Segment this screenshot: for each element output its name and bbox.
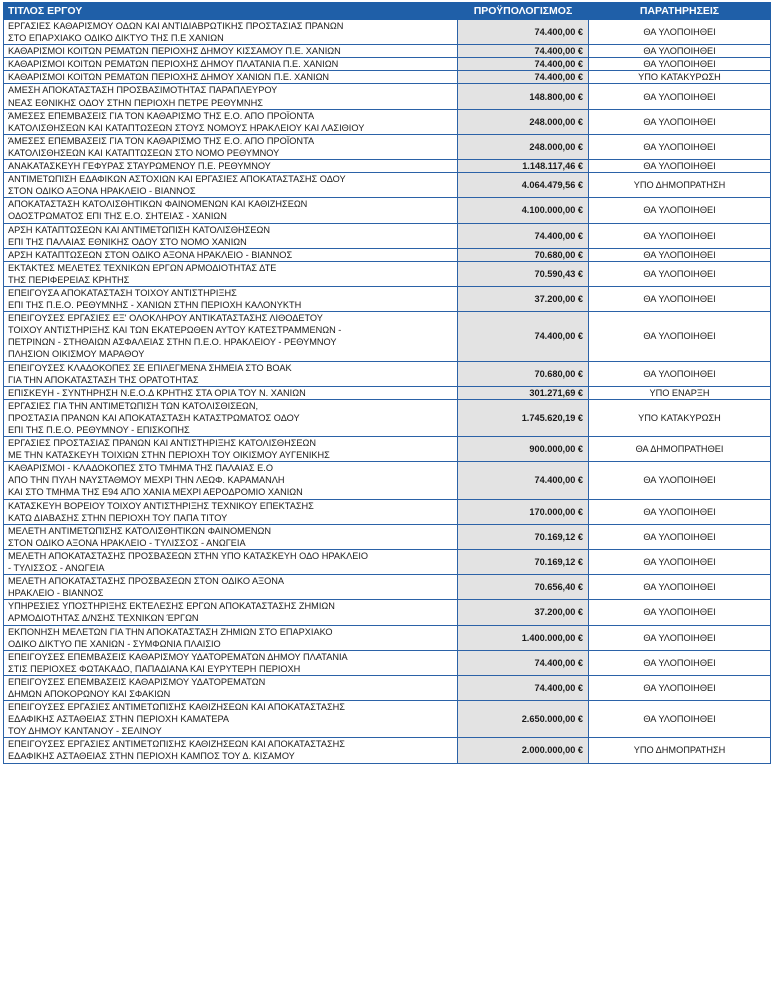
remarks-cell: ΘΑ ΥΛΟΠΟΙΗΘΕΙ [589,45,771,58]
project-title-cell: ΚΑΘΑΡΙΣΜΟΙ ΚΟΙΤΩΝ ΡΕΜΑΤΩΝ ΠΕΡΙΟΧΗΣ ΔΗΜΟΥ ΧΑΝΙΩΝ Π.Ε. ΧΑΝΙΩΝ [4,71,458,84]
table-row [4,20,771,45]
remarks-cell: ΘΑ ΥΛΟΠΟΙΗΘΕΙ [589,286,771,311]
table-row [4,198,771,223]
project-title-cell: ΆΜΕΣΕΣ ΕΠΕΜΒΑΣΕΙΣ ΓΙΑ ΤΟΝ ΚΑΘΑΡΙΣΜΟ ΤΗΣ Ε.Ο. ΑΠΟ ΠΡΟΪΟΝΤΑ ΚΑΤΟΛΙΣΘΗΣΕΩΝ ΚΑΙ ΚΑΤΑΠΤΩΣΕΩΝ ΣΤΟ ΝΟΜΟ ΡΕΘΥΜΝΟΥ [4,134,458,159]
remarks-cell: ΘΑ ΥΛΟΠΟΙΗΘΕΙ [589,701,771,738]
table-row [4,261,771,286]
project-title-cell: ΕΠΕΙΓΟΥΣΕΣ ΕΡΓΑΣΙΕΣ ΑΝΤΙΜΕΤΩΠΙΣΗΣ ΚΑΘΙΖΗΣΕΩΝ ΚΑΙ ΑΠΟΚΑΤΑΣΤΑΣΗΣ ΕΔΑΦΙΚΗΣ ΑΣΤΑΘΕΙΑΣ ΣΤΗΝ ΠΕΡΙΟΧΗ ΚΑΜΑΤΕΡΑ ΤΟΥ ΔΗΜΟΥ ΚΑΝΤΑΝΟΥ - ΣΕΛΙΝΟΥ [4,701,458,738]
table-row [4,84,771,109]
project-title-cell: ΕΠΕΙΓΟΥΣΕΣ ΚΛΑΔΟΚΟΠΕΣ ΣΕ ΕΠΙΛΕΓΜΕΝΑ ΣΗΜΕΙΑ ΣΤΟ ΒΟΑΚ ΓΙΑ ΤΗΝ ΑΠΟΚΑΤΑΣΤΑΣΗ ΤΗΣ ΟΡΑΤΟΤΗΤΑΣ [4,361,458,386]
table-row [4,361,771,386]
project-title-cell: ΕΚΠΟΝΗΣΗ ΜΕΛΕΤΩΝ ΓΙΑ ΤΗΝ ΑΠΟΚΑΤΑΣΤΑΣΗ ΖΗΜΙΩΝ ΣΤΟ ΕΠΑΡΧΙΑΚΟ ΟΔΙΚΟ ΔΙΚΤΥΟ ΠΕ ΧΑΝΙΩΝ - ΣΥΜΦΩΝΙΑ ΠΛΑΙΣΙΟ [4,625,458,650]
table-row [4,160,771,173]
project-title-cell: ΜΕΛΕΤΗ ΑΠΟΚΑΤΑΣΤΑΣΗΣ ΠΡΟΣΒΑΣΕΩΝ ΣΤΗΝ ΥΠΟ ΚΑΤΑΣΚΕΥΗ ΟΔΟ ΗΡΑΚΛΕΙΟ - ΤΥΛΙΣΣΟΣ - ΑΝΩΓΕΙΑ [4,549,458,574]
table-row [4,109,771,134]
remarks-cell: ΘΑ ΥΛΟΠΟΙΗΘΕΙ [589,261,771,286]
remarks-cell: ΘΑ ΥΛΟΠΟΙΗΘΕΙ [589,600,771,625]
table-row [4,524,771,549]
table-row [4,600,771,625]
table-row [4,58,771,71]
remarks-cell: ΘΑ ΥΛΟΠΟΙΗΘΕΙ [589,109,771,134]
project-title-cell: ΑΠΟΚΑΤΑΣΤΑΣΗ ΚΑΤΟΛΙΣΘΗΤΙΚΩΝ ΦΑΙΝΟΜΕΝΩΝ ΚΑΙ ΚΑΘΙΖΗΣΕΩΝ ΟΔΟΣΤΡΩΜΑΤΟΣ ΕΠΙ ΤΗΣ Ε.Ο. ΣΗΤΕΙΑΣ - ΧΑΝΙΩΝ [4,198,458,223]
table-row [4,499,771,524]
project-title-cell: ΥΠΗΡΕΣΙΕΣ ΥΠΟΣΤΗΡΙΞΗΣ ΕΚΤΕΛΕΣΗΣ ΕΡΓΩΝ ΑΠΟΚΑΤΑΣΤΑΣΗΣ ΖΗΜΙΩΝ ΑΡΜΟΔΙΟΤΗΤΑΣ Δ/ΝΣΗΣ ΤΕΧΝΙΚΩΝ ΈΡΓΩΝ [4,600,458,625]
remarks-cell: ΘΑ ΥΛΟΠΟΙΗΘΕΙ [589,462,771,499]
remarks-cell: ΘΑ ΥΛΟΠΟΙΗΘΕΙ [589,134,771,159]
remarks-cell: ΘΑ ΥΛΟΠΟΙΗΘΕΙ [589,549,771,574]
project-title-cell: ΚΑΤΑΣΚΕΥΗ ΒΟΡΕΙΟΥ ΤΟΙΧΟΥ ΑΝΤΙΣΤΗΡΙΞΗΣ ΤΕΧΝΙΚΟΥ ΕΠΕΚΤΑΣΗΣ ΚΑΤΩ ΔΙΑΒΑΣΗΣ ΣΤΗΝ ΠΕΡΙΟΧΗ ΤΟΥ ΠΑΠΑ ΤΙΤΟΥ [4,499,458,524]
project-title-cell: ΚΑΘΑΡΙΣΜΟΙ - ΚΛΑΔΟΚΟΠΕΣ ΣΤΟ ΤΜΗΜΑ ΤΗΣ ΠΑΛΑΙΑΣ Ε.Ο ΑΠΟ ΤΗΝ ΠΥΛΗ ΝΑΥΣΤΑΘΜΟΥ ΜΕΧΡΙ ΤΗΝ ΛΕΩΦ. ΚΑΡΑΜΑΝΛΗ ΚΑΙ ΣΤΟ ΤΜΗΜΑ ΤΗΣ Ε94 ΑΠΟ ΧΑΝΙΑ ΜΕΧΡΙ ΑΕΡΟΔΡΟΜΙΟ ΧΑΝΙΩΝ [4,462,458,499]
budget-cell: 74.400,00 € [458,462,589,499]
project-title-cell: ΕΚΤΑΚΤΕΣ ΜΕΛΕΤΕΣ ΤΕΧΝΙΚΩΝ ΕΡΓΩΝ ΑΡΜΟΔΙΟΤΗΤΑΣ ΔΤΕ ΤΗΣ ΠΕΡΙΦΕΡΕΙΑΣ ΚΡΗΤΗΣ [4,261,458,286]
budget-cell: 70.169,12 € [458,524,589,549]
budget-cell: 1.148.117,46 € [458,160,589,173]
remarks-cell: ΘΑ ΥΛΟΠΟΙΗΘΕΙ [589,575,771,600]
budget-cell: 1.745.620,19 € [458,399,589,436]
project-title-cell: ΜΕΛΕΤΗ ΑΝΤΙΜΕΤΩΠΙΣΗΣ ΚΑΤΟΛΙΣΘΗΤΙΚΩΝ ΦΑΙΝΟΜΕΝΩΝ ΣΤΟΝ ΟΔΙΚΟ ΑΞΟΝΑ ΗΡΑΚΛΕΙΟ - ΤΥΛΙΣΣΟΣ - ΑΝΩΓΕΙΑ [4,524,458,549]
remarks-cell: ΘΑ ΥΛΟΠΟΙΗΘΕΙ [589,198,771,223]
project-title-cell: ΕΠΕΙΓΟΥΣΕΣ ΕΡΓΑΣΙΕΣ ΕΞ' ΟΛΟΚΛΗΡΟΥ ΑΝΤΙΚΑΤΑΣΤΑΣΗΣ ΛΙΘΟΔΕΤΟΥ ΤΟΙΧΟΥ ΑΝΤΙΣΤΗΡΙΞΗΣ ΚΑΙ ΤΩΝ ΕΚΑΤΕΡΩΘΕΝ ΑΥΤΟΥ ΚΑΤΕΣΤΡΑΜΜΕΝΩΝ - ΠΕΤΡΙΝΩΝ - ΣΤΗΘΑΙΩΝ ΑΣΦΑΛΕΙΑΣ ΣΤΗΝ Π.Ε.Ο. ΗΡΑΚΛΕΙΟΥ - ΡΕΘΥΜΝΟΥ ΠΛΗΣΙΟΝ ΟΙΚΙΣΜΟΥ ΜΑΡΑΘΟΥ [4,312,458,361]
table-row [4,134,771,159]
table-row [4,549,771,574]
table-row [4,701,771,738]
project-title-cell: ΕΡΓΑΣΙΕΣ ΚΑΘΑΡΙΣΜΟΥ ΟΔΩΝ ΚΑΙ ΑΝΤΙΔΙΑΒΡΩΤΙΚΗΣ ΠΡΟΣΤΑΣΙΑΣ ΠΡΑΝΩΝ ΣΤΟ ΕΠΑΡΧΙΑΚΟ ΟΔΙΚΟ ΔΙΚΤΥΟ ΤΗΣ Π.Ε ΧΑΝΙΩΝ [4,20,458,45]
budget-cell: 301.271,69 € [458,386,589,399]
project-title-cell: ΑΜΕΣΗ ΑΠΟΚΑΤΑΣΤΑΣΗ ΠΡΟΣΒΑΣΙΜΟΤΗΤΑΣ ΠΑΡΑΠΛΕΥΡΟΥ ΝΕΑΣ ΕΘΝΙΚΗΣ ΟΔΟΥ ΣΤΗΝ ΠΕΡΙΟΧΗ ΠΕΤΡΕ ΡΕΘΥΜΝΗΣ [4,84,458,109]
remarks-cell: ΘΑ ΥΛΟΠΟΙΗΘΕΙ [589,58,771,71]
budget-cell: 70.680,00 € [458,248,589,261]
table-row [4,386,771,399]
remarks-cell: ΘΑ ΔΗΜΟΠΡΑΤΗΘΕΙ [589,437,771,462]
budget-cell: 248.000,00 € [458,134,589,159]
remarks-cell: ΘΑ ΥΛΟΠΟΙΗΘΕΙ [589,524,771,549]
remarks-cell: ΘΑ ΥΛΟΠΟΙΗΘΕΙ [589,625,771,650]
project-title-cell: ΕΠΙΣΚΕΥΗ - ΣΥΝΤΗΡΗΣΗ Ν.Ε.Ο.Δ ΚΡΗΤΗΣ ΣΤΑ ΟΡΙΑ ΤΟΥ Ν. ΧΑΝΙΩΝ [4,386,458,399]
remarks-cell: ΘΑ ΥΛΟΠΟΙΗΘΕΙ [589,361,771,386]
projects-table [3,2,771,764]
remarks-cell: ΘΑ ΥΛΟΠΟΙΗΘΕΙ [589,223,771,248]
remarks-cell: ΥΠΟ ΚΑΤΑΚΥΡΩΣΗ [589,71,771,84]
table-row [4,248,771,261]
budget-cell: 74.400,00 € [458,58,589,71]
project-title-cell: ΆΜΕΣΕΣ ΕΠΕΜΒΑΣΕΙΣ ΓΙΑ ΤΟΝ ΚΑΘΑΡΙΣΜΟ ΤΗΣ Ε.Ο. ΑΠΟ ΠΡΟΪΟΝΤΑ ΚΑΤΟΛΙΣΘΗΣΕΩΝ ΚΑΙ ΚΑΤΑΠΤΩΣΕΩΝ ΣΤΟΥΣ ΝΟΜΟΥΣ ΗΡΑΚΛΕΙΟΥ ΚΑΙ ΛΑΣΙΘΙΟΥ [4,109,458,134]
budget-cell: 70.656,40 € [458,575,589,600]
budget-cell: 170.000,00 € [458,499,589,524]
budget-cell: 74.400,00 € [458,20,589,45]
remarks-cell: ΘΑ ΥΛΟΠΟΙΗΘΕΙ [589,248,771,261]
remarks-cell: ΘΑ ΥΛΟΠΟΙΗΘΕΙ [589,499,771,524]
header-title: ΤΙΤΛΟΣ ΕΡΓΟΥ [4,3,458,20]
project-title-cell: ΕΠΕΙΓΟΥΣΕΣ ΕΡΓΑΣΙΕΣ ΑΝΤΙΜΕΤΩΠΙΣΗΣ ΚΑΘΙΖΗΣΕΩΝ ΚΑΙ ΑΠΟΚΑΤΑΣΤΑΣΗΣ ΕΔΑΦΙΚΗΣ ΑΣΤΑΘΕΙΑΣ ΣΤΗΝ ΠΕΡΙΟΧΗ ΚΑΜΠΟΣ ΤΟΥ Δ. ΚΙΣΑΜΟΥ [4,738,458,763]
project-title-cell: ΕΡΓΑΣΙΕΣ ΠΡΟΣΤΑΣΙΑΣ ΠΡΑΝΩΝ ΚΑΙ ΑΝΤΙΣΤΗΡΙΞΗΣ ΚΑΤΟΛΙΣΘΗΣΕΩΝ ΜΕ ΤΗΝ ΚΑΤΑΣΚΕΥΗ ΤΟΙΧΙΩΝ ΣΤΗΝ ΠΕΡΙΟΧΗ ΤΟΥ ΟΙΚΙΣΜΟΥ ΑΥΓΕΝΙΚΗΣ [4,437,458,462]
budget-cell: 74.400,00 € [458,71,589,84]
header-remarks: ΠΑΡΑΤΗΡΗΣΕΙΣ [589,3,771,20]
project-title-cell: ΕΠΕΙΓΟΥΣΑ ΑΠΟΚΑΤΑΣΤΑΣΗ ΤΟΙΧΟΥ ΑΝΤΙΣΤΗΡΙΞΗΣ ΕΠΙ ΤΗΣ Π.Ε.Ο. ΡΕΘΥΜΝΗΣ - ΧΑΝΙΩΝ ΣΤΗΝ ΠΕΡΙΟΧΗ ΚΑΛΟΝΥΚΤΗ [4,286,458,311]
remarks-cell: ΥΠΟ ΕΝΑΡΞΗ [589,386,771,399]
budget-cell: 70.169,12 € [458,549,589,574]
budget-cell: 4.100.000,00 € [458,198,589,223]
remarks-cell: ΥΠΟ ΚΑΤΑΚΥΡΩΣΗ [589,399,771,436]
header-budget: ΠΡΟΫΠΟΛΟΓΙΣΜΟΣ [458,3,589,20]
project-title-cell: ΑΝΤΙΜΕΤΩΠΙΣΗ ΕΔΑΦΙΚΩΝ ΑΣΤΟΧΙΩΝ ΚΑΙ ΕΡΓΑΣΙΕΣ ΑΠΟΚΑΤΑΣΤΑΣΗΣ ΟΔΟΥ ΣΤΟΝ ΟΔΙΚΟ ΑΞΟΝΑ ΗΡΑΚΛΕΙΟ - ΒΙΑΝΝΟΣ [4,173,458,198]
budget-cell: 70.590,43 € [458,261,589,286]
table-row [4,625,771,650]
remarks-cell: ΥΠΟ ΔΗΜΟΠΡΑΤΗΣΗ [589,173,771,198]
project-title-cell: ΚΑΘΑΡΙΣΜΟΙ ΚΟΙΤΩΝ ΡΕΜΑΤΩΝ ΠΕΡΙΟΧΗΣ ΔΗΜΟΥ ΚΙΣΣΑΜΟΥ Π.Ε. ΧΑΝΙΩΝ [4,45,458,58]
table-row [4,45,771,58]
remarks-cell: ΘΑ ΥΛΟΠΟΙΗΘΕΙ [589,675,771,700]
budget-cell: 1.400.000,00 € [458,625,589,650]
project-title-cell: ΚΑΘΑΡΙΣΜΟΙ ΚΟΙΤΩΝ ΡΕΜΑΤΩΝ ΠΕΡΙΟΧΗΣ ΔΗΜΟΥ ΠΛΑΤΑΝΙΑ Π.Ε. ΧΑΝΙΩΝ [4,58,458,71]
budget-cell: 74.400,00 € [458,675,589,700]
table-header-row [4,3,771,20]
project-title-cell: ΑΡΣΗ ΚΑΤΑΠΤΩΣΕΩΝ ΣΤΟΝ ΟΔΙΚΟ ΑΞΟΝΑ ΗΡΑΚΛΕΙΟ - ΒΙΑΝΝΟΣ [4,248,458,261]
budget-cell: 4.064.479,56 € [458,173,589,198]
remarks-cell: ΘΑ ΥΛΟΠΟΙΗΘΕΙ [589,312,771,361]
table-row [4,173,771,198]
project-title-cell: ΕΡΓΑΣΙΕΣ ΓΙΑ ΤΗΝ ΑΝΤΙΜΕΤΩΠΙΣΗ ΤΩΝ ΚΑΤΟΛΙΣΘΙΣΕΩΝ, ΠΡΟΣΤΑΣΙΑ ΠΡΑΝΩΝ ΚΑΙ ΑΠΟΚΑΤΑΣΤΑΣΗ ΚΑΤΑΣΤΡΩΜΑΤΟΣ ΟΔΟΥ ΕΠΙ ΤΗΣ Π.Ε.Ο. ΡΕΘΥΜΝΟΥ - ΕΠΙΣΚΟΠΗΣ [4,399,458,436]
budget-cell: 37.200,00 € [458,286,589,311]
table-row [4,71,771,84]
budget-cell: 37.200,00 € [458,600,589,625]
budget-cell: 74.400,00 € [458,45,589,58]
table-row [4,223,771,248]
table-row [4,575,771,600]
project-title-cell: ΑΝΑΚΑΤΑΣΚΕΥΗ ΓΕΦΥΡΑΣ ΣΤΑΥΡΩΜΕΝΟΥ Π.Ε. ΡΕΘΥΜΝΟΥ [4,160,458,173]
project-title-cell: ΜΕΛΕΤΗ ΑΠΟΚΑΤΑΣΤΑΣΗΣ ΠΡΟΣΒΑΣΕΩΝ ΣΤΟΝ ΟΔΙΚΟ ΑΞΟΝΑ ΗΡΑΚΛΕΙΟ - ΒΙΑΝΝΟΣ [4,575,458,600]
project-title-cell: ΕΠΕΙΓΟΥΣΕΣ ΕΠΕΜΒΑΣΕΙΣ ΚΑΘΑΡΙΣΜΟΥ ΥΔΑΤΟΡΕΜΑΤΩΝ ΔΗΜΩΝ ΑΠΟΚΟΡΩΝΟΥ ΚΑΙ ΣΦΑΚΙΩΝ [4,675,458,700]
budget-cell: 248.000,00 € [458,109,589,134]
table-body [4,20,771,764]
table-row [4,286,771,311]
remarks-cell: ΥΠΟ ΔΗΜΟΠΡΑΤΗΣΗ [589,738,771,763]
budget-cell: 70.680,00 € [458,361,589,386]
remarks-cell: ΘΑ ΥΛΟΠΟΙΗΘΕΙ [589,650,771,675]
remarks-cell: ΘΑ ΥΛΟΠΟΙΗΘΕΙ [589,20,771,45]
table-row [4,437,771,462]
table-row [4,738,771,763]
remarks-cell: ΘΑ ΥΛΟΠΟΙΗΘΕΙ [589,160,771,173]
table-row [4,312,771,361]
budget-cell: 2.000.000,00 € [458,738,589,763]
budget-cell: 74.400,00 € [458,223,589,248]
project-title-cell: ΕΠΕΙΓΟΥΣΕΣ ΕΠΕΜΒΑΣΕΙΣ ΚΑΘΑΡΙΣΜΟΥ ΥΔΑΤΟΡΕΜΑΤΩΝ ΔΗΜΟΥ ΠΛΑΤΑΝΙΑ ΣΤΙΣ ΠΕΡΙΟΧΕΣ ΦΩΤΑΚΑΔΟ, ΠΑΠΑΔΙΑΝΑ ΚΑΙ ΕΥΡΥΤΕΡΗ ΠΕΡΙΟΧΗ [4,650,458,675]
remarks-cell: ΘΑ ΥΛΟΠΟΙΗΘΕΙ [589,84,771,109]
table-row [4,399,771,436]
budget-cell: 2.650.000,00 € [458,701,589,738]
table-row [4,462,771,499]
budget-cell: 74.400,00 € [458,312,589,361]
project-title-cell: ΑΡΣΗ ΚΑΤΑΠΤΩΣΕΩΝ ΚΑΙ ΑΝΤΙΜΕΤΩΠΙΣΗ ΚΑΤΟΛΙΣΘΗΣΕΩΝ ΕΠΙ ΤΗΣ ΠΑΛΑΙΑΣ ΕΘΝΙΚΗΣ ΟΔΟΥ ΣΤΟ ΝΟΜΟ ΧΑΝΙΩΝ [4,223,458,248]
table-row [4,675,771,700]
budget-cell: 74.400,00 € [458,650,589,675]
budget-cell: 900.000,00 € [458,437,589,462]
table-row [4,650,771,675]
budget-cell: 148.800,00 € [458,84,589,109]
